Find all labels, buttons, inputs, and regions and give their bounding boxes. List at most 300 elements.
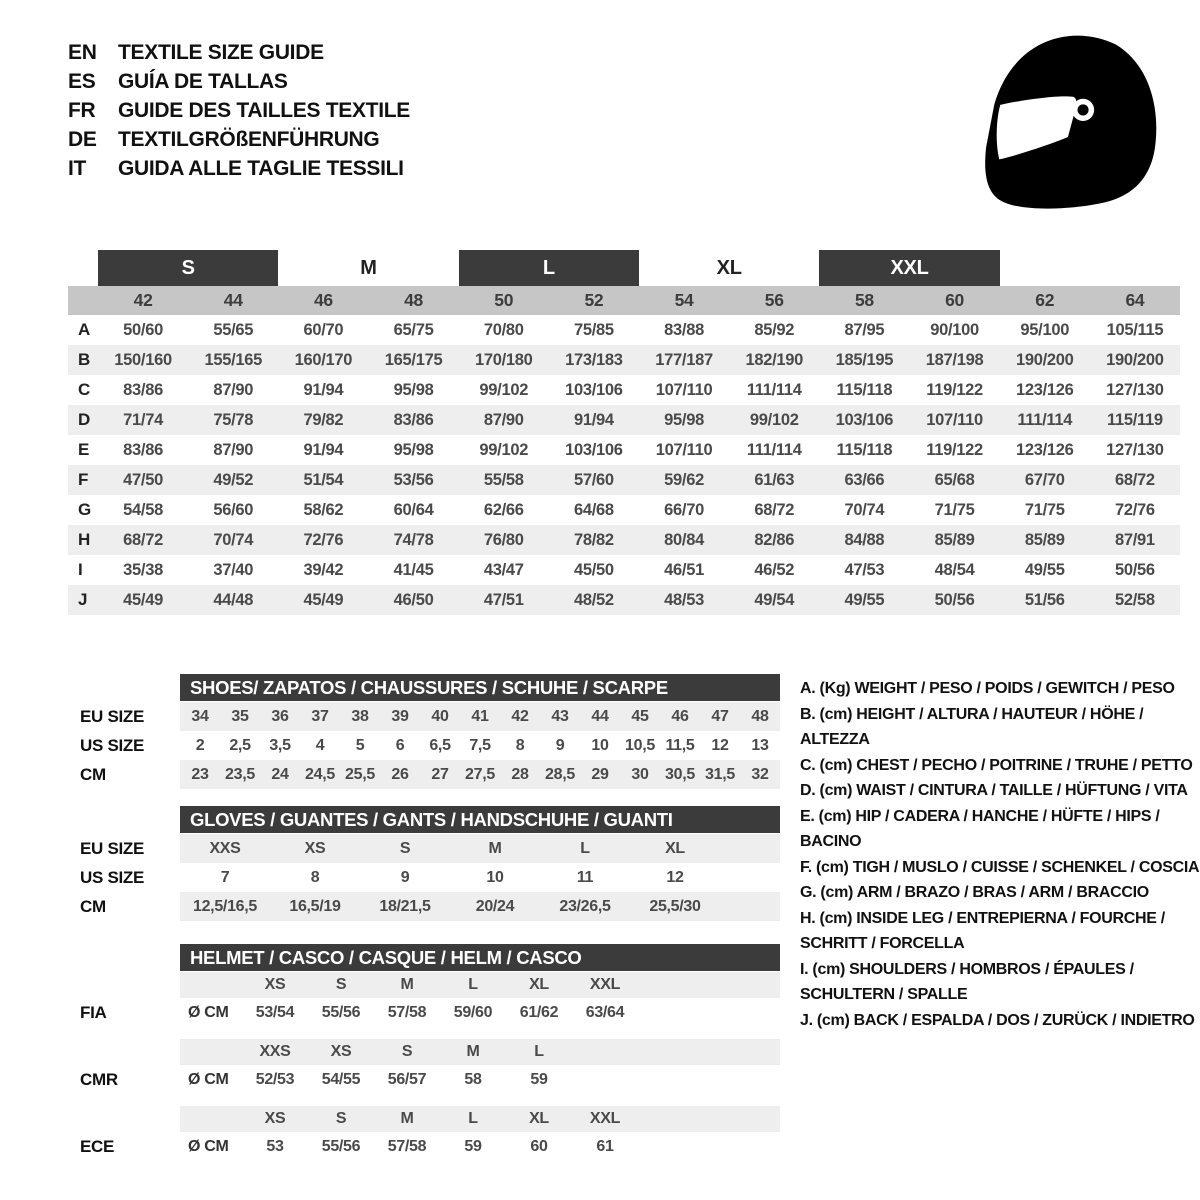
size-group-l: L bbox=[459, 250, 639, 286]
helmet-standard-label bbox=[68, 1039, 180, 1065]
size-column-header: 56 bbox=[764, 290, 784, 310]
gloves-row-label: EU SIZE bbox=[80, 838, 145, 858]
size-column-header: 60 bbox=[945, 290, 964, 310]
helmet-value: 57/58 bbox=[387, 1138, 427, 1155]
measurement-value: 44/48 bbox=[213, 590, 254, 609]
helmet-size-label: XL bbox=[529, 976, 549, 993]
shoes-value: 31,5 bbox=[705, 765, 735, 783]
helmet-value: 63/64 bbox=[585, 1004, 625, 1021]
size-group-xl: XL bbox=[716, 256, 742, 279]
size-group-xxl: XXL bbox=[819, 250, 999, 286]
measurement-value: 91/94 bbox=[303, 380, 344, 399]
measurement-value: 54/58 bbox=[123, 500, 163, 519]
measurement-value: 105/115 bbox=[1106, 320, 1164, 339]
measurement-value: 75/78 bbox=[213, 410, 254, 429]
measurement-value: 127/130 bbox=[1106, 380, 1164, 399]
measurement-value: 49/55 bbox=[844, 590, 885, 609]
legend-item: E. (cm) HIP / CADERA / HANCHE / HÜFTE / HIPS / BACINO bbox=[800, 807, 1160, 850]
measurement-value: 72/76 bbox=[303, 530, 344, 549]
measurement-value: 46/52 bbox=[754, 560, 795, 579]
language-row bbox=[68, 67, 410, 96]
row-letter: I bbox=[78, 560, 83, 579]
shoes-rows bbox=[68, 702, 780, 789]
shoes-value: 27,5 bbox=[465, 765, 495, 783]
shoes-value: 26 bbox=[391, 765, 409, 783]
shoes-value: 8 bbox=[515, 736, 525, 754]
measurement-value: 103/106 bbox=[565, 380, 623, 399]
helmet-value: 60 bbox=[530, 1138, 548, 1155]
measurement-value: 68/72 bbox=[1115, 470, 1155, 489]
measurement-value: 160/170 bbox=[294, 350, 353, 369]
helmet-size-label: L bbox=[468, 1110, 478, 1127]
helmet-size-label: L bbox=[468, 976, 478, 993]
measurement-value: 70/80 bbox=[483, 320, 524, 339]
size-group-spacer bbox=[1000, 250, 1090, 286]
helmet-value: 59 bbox=[464, 1138, 482, 1155]
size-column-header: 50 bbox=[494, 290, 514, 310]
helmet-value: 59 bbox=[530, 1071, 548, 1088]
language-list bbox=[68, 38, 410, 183]
helmet-size-label: XXL bbox=[589, 1110, 621, 1127]
shoes-value: 38 bbox=[351, 707, 369, 725]
measurement-value: 83/86 bbox=[393, 410, 434, 429]
gloves-section bbox=[68, 806, 780, 921]
size-column-header: 48 bbox=[404, 290, 423, 310]
size-number-row bbox=[68, 286, 1180, 315]
shoes-value: 6,5 bbox=[429, 736, 451, 754]
measurement-value: 90/100 bbox=[930, 320, 979, 339]
measurement-value: 72/76 bbox=[1115, 500, 1155, 519]
helmet-size-label: L bbox=[534, 1043, 544, 1060]
measurement-value: 85/89 bbox=[1024, 530, 1065, 549]
language-row bbox=[68, 38, 410, 67]
measurement-value: 87/90 bbox=[213, 380, 254, 399]
gloves-value: 7 bbox=[220, 868, 230, 886]
shoes-row-label: US SIZE bbox=[80, 735, 145, 755]
measurement-value: 115/119 bbox=[1107, 410, 1163, 429]
measurement-value: 50/60 bbox=[123, 320, 163, 339]
measurement-value: 115/118 bbox=[836, 380, 893, 399]
measurement-value: 123/126 bbox=[1015, 440, 1074, 459]
gloves-row-label: CM bbox=[80, 896, 106, 916]
shoes-value: 10 bbox=[591, 736, 609, 754]
measurement-value: 56/60 bbox=[213, 500, 254, 519]
legend-item: H. (cm) INSIDE LEG / ENTREPIERNA / FOURCHE / SCHRITT / FORCELLA bbox=[800, 909, 1165, 952]
shoes-value: 27 bbox=[431, 765, 449, 783]
language-title: GUÍA DE TALLAS bbox=[118, 69, 288, 93]
gloves-value: 25,5/30 bbox=[649, 897, 701, 915]
measurement-value: 173/183 bbox=[565, 350, 623, 369]
measurement-value: 83/88 bbox=[664, 320, 704, 339]
measurement-value: 165/175 bbox=[384, 350, 443, 369]
measurement-legend bbox=[800, 676, 1200, 1033]
measurement-value: 45/49 bbox=[123, 590, 163, 609]
shoes-value: 30,5 bbox=[665, 765, 695, 783]
language-code: ES bbox=[68, 69, 96, 93]
textile-size-table bbox=[68, 250, 1180, 615]
helmet-size-label: S bbox=[401, 1043, 413, 1060]
measurement-value: 95/98 bbox=[664, 410, 704, 429]
measurement-value: 71/75 bbox=[934, 500, 975, 519]
row-letter: E bbox=[78, 440, 90, 459]
measurement-value: 170/180 bbox=[474, 350, 533, 369]
gloves-value-strip bbox=[180, 863, 780, 892]
language-code: FR bbox=[68, 98, 96, 122]
measurement-value: 107/110 bbox=[655, 440, 713, 459]
shoes-value: 45 bbox=[631, 707, 649, 725]
racing-helmet-icon bbox=[972, 30, 1184, 212]
measurement-value: 68/72 bbox=[754, 500, 795, 519]
gloves-value: 9 bbox=[400, 868, 410, 886]
measurement-value: 46/51 bbox=[664, 560, 704, 579]
gloves-row bbox=[68, 892, 780, 921]
measurement-value: 111/114 bbox=[1017, 410, 1073, 429]
shoes-row bbox=[68, 702, 780, 731]
helmet-group-cmr bbox=[68, 1039, 780, 1095]
helmet-value-row bbox=[68, 1132, 780, 1162]
measurement-row-i bbox=[68, 555, 1180, 585]
helmet-size-label: XS bbox=[264, 1110, 286, 1127]
measurement-row-c bbox=[68, 375, 1180, 405]
measurement-value: 87/90 bbox=[213, 440, 254, 459]
measurement-value: 83/86 bbox=[123, 440, 163, 459]
helmet-size-row bbox=[68, 1106, 780, 1132]
diameter-label: Ø CM bbox=[188, 1071, 229, 1088]
measurement-value: 55/65 bbox=[213, 320, 254, 339]
measurement-value: 71/74 bbox=[123, 410, 163, 429]
shoes-row bbox=[68, 731, 780, 760]
language-row bbox=[68, 154, 410, 183]
helmet-standard-label bbox=[68, 1106, 180, 1132]
shoes-value: 39 bbox=[391, 707, 409, 725]
helmet-standard-label: CMR bbox=[80, 1070, 118, 1089]
measurement-value: 57/60 bbox=[574, 470, 614, 489]
shoes-value: 28 bbox=[511, 765, 529, 783]
helmet-value: 52/53 bbox=[255, 1071, 295, 1088]
measurement-value: 39/42 bbox=[303, 560, 344, 579]
measurement-value: 64/68 bbox=[574, 500, 614, 519]
shoes-value: 48 bbox=[751, 707, 769, 725]
shoes-value: 44 bbox=[591, 707, 609, 725]
size-column-header: 42 bbox=[133, 290, 153, 310]
helmet-value: 55/56 bbox=[321, 1138, 361, 1155]
shoes-section bbox=[68, 674, 780, 789]
size-column-header: 58 bbox=[854, 290, 874, 310]
shoes-value-strip bbox=[180, 760, 780, 789]
helmet-standard-label: FIA bbox=[80, 1003, 107, 1022]
measurement-row-d bbox=[68, 405, 1180, 435]
shoes-value: 34 bbox=[191, 707, 209, 725]
helmet-value: 57/58 bbox=[387, 1004, 427, 1021]
measurement-value: 111/114 bbox=[746, 440, 802, 459]
shoes-value: 10,5 bbox=[625, 736, 655, 754]
shoes-value: 2 bbox=[195, 736, 205, 754]
measurement-value: 50/56 bbox=[1115, 560, 1155, 579]
gloves-value: 8 bbox=[310, 868, 320, 886]
measurement-value: 119/122 bbox=[926, 440, 983, 459]
measurement-value: 49/52 bbox=[213, 470, 254, 489]
measurement-value: 91/94 bbox=[303, 440, 344, 459]
gloves-row bbox=[68, 863, 780, 892]
helmet-value: 61/62 bbox=[519, 1004, 559, 1021]
measurement-row-b bbox=[68, 345, 1180, 375]
helmet-size-label: XS bbox=[264, 976, 286, 993]
shoes-value: 40 bbox=[431, 707, 449, 725]
legend-item: G. (cm) ARM / BRAZO / BRAS / ARM / BRACCIO bbox=[800, 884, 1149, 901]
gloves-value: 12 bbox=[666, 868, 684, 886]
measurement-value: 58/62 bbox=[303, 500, 344, 519]
measurement-value: 48/52 bbox=[574, 590, 614, 609]
shoes-value: 9 bbox=[555, 736, 565, 754]
measurement-value: 51/56 bbox=[1024, 590, 1065, 609]
gloves-title-row bbox=[68, 806, 780, 833]
measurement-value: 83/86 bbox=[123, 380, 163, 399]
helmet-value-strip bbox=[180, 1132, 780, 1162]
legend-item: C. (cm) CHEST / PECHO / POITRINE / TRUHE / PETTO bbox=[800, 756, 1193, 774]
measurement-value: 79/82 bbox=[303, 410, 344, 429]
shoes-title: SHOES/ ZAPATOS / CHAUSSURES / SCHUHE / SCARPE bbox=[180, 674, 780, 701]
shoes-value: 35 bbox=[231, 707, 249, 725]
measurement-value: 67/70 bbox=[1024, 470, 1065, 489]
measurement-value: 107/110 bbox=[926, 410, 983, 429]
legend-item: B. (cm) HEIGHT / ALTURA / HAUTEUR / HÖHE / ALTEZZA bbox=[800, 705, 1144, 748]
helmet-size-strip bbox=[180, 1039, 780, 1065]
measurement-value: 185/195 bbox=[835, 350, 894, 369]
measurement-row-e bbox=[68, 435, 1180, 465]
measurement-value: 190/200 bbox=[1106, 350, 1164, 369]
measurement-value: 37/40 bbox=[213, 560, 254, 579]
gloves-value: XS bbox=[304, 839, 326, 857]
measurement-value: 103/106 bbox=[565, 440, 623, 459]
measurement-value: 155/165 bbox=[204, 350, 263, 369]
measurement-value: 65/75 bbox=[393, 320, 434, 339]
helmet-value: 55/56 bbox=[321, 1004, 361, 1021]
measurement-row-g bbox=[68, 495, 1180, 525]
gloves-value: M bbox=[488, 839, 502, 857]
row-letter: C bbox=[78, 380, 90, 399]
measurement-value: 61/63 bbox=[754, 470, 795, 489]
row-letter: G bbox=[78, 500, 91, 519]
helmet-size-label: XXS bbox=[259, 1043, 291, 1060]
measurement-value: 84/88 bbox=[844, 530, 885, 549]
measurement-value: 123/126 bbox=[1015, 380, 1074, 399]
shoes-value: 41 bbox=[471, 707, 489, 725]
row-letter: A bbox=[78, 320, 90, 339]
measurement-value: 91/94 bbox=[574, 410, 614, 429]
shoes-value: 47 bbox=[711, 707, 729, 725]
measurement-value: 60/70 bbox=[303, 320, 344, 339]
legend-item: D. (cm) WAIST / CINTURA / TAILLE / HÜFTUNG / VITA bbox=[800, 782, 1188, 799]
spacer bbox=[68, 674, 180, 701]
gloves-title: GLOVES / GUANTES / GANTS / HANDSCHUHE / GUANTI bbox=[180, 806, 780, 833]
measurement-row-f bbox=[68, 465, 1180, 495]
gloves-value: 18/21,5 bbox=[379, 897, 431, 915]
shoes-value: 13 bbox=[751, 736, 769, 754]
measurement-value: 70/74 bbox=[844, 500, 885, 519]
measurement-value: 48/53 bbox=[664, 590, 704, 609]
size-column-header: 64 bbox=[1125, 290, 1145, 310]
size-column-header: 46 bbox=[313, 290, 333, 310]
measurement-value: 82/86 bbox=[754, 530, 795, 549]
measurement-row-a bbox=[68, 315, 1180, 345]
size-column-header: 62 bbox=[1035, 290, 1055, 310]
gloves-value: 10 bbox=[486, 868, 504, 886]
measurement-value: 182/190 bbox=[745, 350, 804, 369]
measurement-value: 99/102 bbox=[749, 410, 799, 429]
gloves-row-label: US SIZE bbox=[80, 867, 145, 887]
shoes-title-row bbox=[68, 674, 780, 701]
shoes-value: 43 bbox=[551, 707, 569, 725]
language-row bbox=[68, 96, 410, 125]
gloves-value: L bbox=[580, 839, 590, 857]
gloves-row bbox=[68, 834, 780, 863]
measurement-value: 87/90 bbox=[483, 410, 524, 429]
helmet-size-row bbox=[68, 972, 780, 998]
size-column-header: 52 bbox=[584, 290, 604, 310]
helmet-value-strip bbox=[180, 998, 780, 1028]
helmet-group-ece bbox=[68, 1106, 780, 1162]
helmet-size-label: XS bbox=[330, 1043, 352, 1060]
measurement-value: 59/62 bbox=[664, 470, 704, 489]
language-code: IT bbox=[68, 156, 87, 180]
gloves-value: 12,5/16,5 bbox=[192, 897, 258, 915]
measurement-value: 80/84 bbox=[664, 530, 704, 549]
measurement-value: 95/98 bbox=[393, 440, 434, 459]
measurement-value: 50/56 bbox=[934, 590, 975, 609]
row-letter: F bbox=[78, 470, 89, 489]
row-letter: J bbox=[78, 590, 88, 609]
helmet-section bbox=[68, 944, 780, 1173]
measurement-value: 75/85 bbox=[574, 320, 614, 339]
diameter-label: Ø CM bbox=[188, 1138, 229, 1155]
measurement-value: 52/58 bbox=[1115, 590, 1155, 609]
gloves-value: S bbox=[399, 839, 411, 857]
shoes-value: 42 bbox=[511, 707, 529, 725]
helmet-value-row bbox=[68, 998, 780, 1028]
measurement-value: 53/56 bbox=[393, 470, 434, 489]
measurement-value: 127/130 bbox=[1106, 440, 1164, 459]
shoes-value: 7,5 bbox=[469, 736, 491, 754]
helmet-size-label: S bbox=[335, 1110, 347, 1127]
shoes-value: 11,5 bbox=[665, 736, 695, 754]
helmet-size-label: XL bbox=[529, 1110, 549, 1127]
row-letter: B bbox=[78, 350, 90, 369]
helmet-title: HELMET / CASCO / CASQUE / HELM / CASCO bbox=[180, 944, 780, 971]
measurement-value: 63/66 bbox=[844, 470, 885, 489]
diameter-label: Ø CM bbox=[188, 1004, 229, 1021]
gloves-value: 11 bbox=[576, 868, 594, 886]
measurement-value: 45/50 bbox=[574, 560, 614, 579]
shoes-value: 23 bbox=[191, 765, 209, 783]
measurement-value: 85/89 bbox=[934, 530, 975, 549]
measurement-row-j bbox=[68, 585, 1180, 615]
helmet-size-label: M bbox=[466, 1043, 480, 1060]
row-letter: H bbox=[78, 530, 90, 549]
measurement-value: 119/122 bbox=[926, 380, 983, 399]
measurement-value: 177/187 bbox=[655, 350, 713, 369]
shoes-value: 3,5 bbox=[269, 736, 291, 754]
shoes-value: 46 bbox=[671, 707, 689, 725]
shoes-value: 2,5 bbox=[229, 736, 251, 754]
helmet-groups bbox=[68, 972, 780, 1162]
helmet-title-row bbox=[68, 944, 780, 971]
measurement-value: 47/50 bbox=[123, 470, 163, 489]
shoes-value: 12 bbox=[711, 736, 729, 754]
size-group-m: M bbox=[360, 256, 377, 279]
measurement-value: 150/160 bbox=[114, 350, 172, 369]
shoes-value: 24,5 bbox=[305, 765, 335, 783]
measurement-value: 99/102 bbox=[479, 380, 529, 399]
helmet-value-strip bbox=[180, 1065, 780, 1095]
shoes-value: 30 bbox=[631, 765, 649, 783]
shoes-row-label: EU SIZE bbox=[80, 706, 145, 726]
shoes-value: 23,5 bbox=[225, 765, 255, 783]
measurement-value: 65/68 bbox=[934, 470, 975, 489]
measurement-value: 85/92 bbox=[754, 320, 795, 339]
spacer bbox=[68, 944, 180, 971]
helmet-size-label: M bbox=[400, 976, 414, 993]
size-column-header: 44 bbox=[223, 290, 243, 310]
shoes-value-strip bbox=[180, 731, 780, 760]
measurement-value: 87/91 bbox=[1115, 530, 1155, 549]
shoes-row bbox=[68, 760, 780, 789]
measurement-value: 187/198 bbox=[925, 350, 984, 369]
helmet-size-label: S bbox=[335, 976, 347, 993]
measurement-value: 41/45 bbox=[393, 560, 434, 579]
measurement-value: 76/80 bbox=[483, 530, 524, 549]
language-title: GUIDA ALLE TAGLIE TESSILI bbox=[118, 156, 404, 180]
helmet-standard-label bbox=[68, 972, 180, 998]
legend-item: A. (Kg) WEIGHT / PESO / POIDS / GEWITCH / PESO bbox=[800, 680, 1175, 697]
measurement-value: 95/98 bbox=[393, 380, 434, 399]
measurement-value: 103/106 bbox=[835, 410, 894, 429]
legend-item: F. (cm) TIGH / MUSLO / CUISSE / SCHENKEL / COSCIA bbox=[800, 858, 1200, 876]
helmet-standard-label: ECE bbox=[80, 1137, 115, 1156]
measurement-value: 70/74 bbox=[213, 530, 254, 549]
shoes-value: 36 bbox=[271, 707, 289, 725]
shoes-value: 28,5 bbox=[545, 765, 575, 783]
gloves-value-strip bbox=[180, 892, 780, 921]
measurement-value: 111/114 bbox=[746, 380, 802, 399]
language-code: EN bbox=[68, 40, 97, 64]
measurement-value: 107/110 bbox=[655, 380, 713, 399]
helmet-value-row bbox=[68, 1065, 780, 1095]
measurement-value: 47/51 bbox=[483, 590, 524, 609]
gloves-value: 16,5/19 bbox=[289, 897, 341, 915]
language-title: TEXTILGRÖßENFÜHRUNG bbox=[118, 127, 380, 151]
helmet-size-row bbox=[68, 1039, 780, 1065]
measurement-value: 47/53 bbox=[844, 560, 885, 579]
measurement-value: 46/50 bbox=[393, 590, 434, 609]
shoes-value: 4 bbox=[315, 736, 325, 754]
helmet-value: 54/55 bbox=[321, 1071, 361, 1088]
shoes-row-label: CM bbox=[80, 764, 106, 784]
helmet-value: 61 bbox=[596, 1138, 614, 1155]
measurement-value: 48/54 bbox=[934, 560, 975, 579]
helmet-value: 53 bbox=[266, 1138, 284, 1155]
measurement-value: 66/70 bbox=[664, 500, 704, 519]
gloves-value: 23/26,5 bbox=[559, 897, 611, 915]
measurement-row-h bbox=[68, 525, 1180, 555]
measurement-value: 51/54 bbox=[303, 470, 344, 489]
language-code: DE bbox=[68, 127, 97, 151]
shoes-value: 32 bbox=[751, 765, 769, 783]
measurement-value: 87/95 bbox=[844, 320, 885, 339]
size-group-row bbox=[68, 250, 1180, 286]
measurement-value: 115/118 bbox=[836, 440, 893, 459]
gloves-value: 20/24 bbox=[475, 897, 515, 915]
measurement-value: 49/55 bbox=[1024, 560, 1065, 579]
